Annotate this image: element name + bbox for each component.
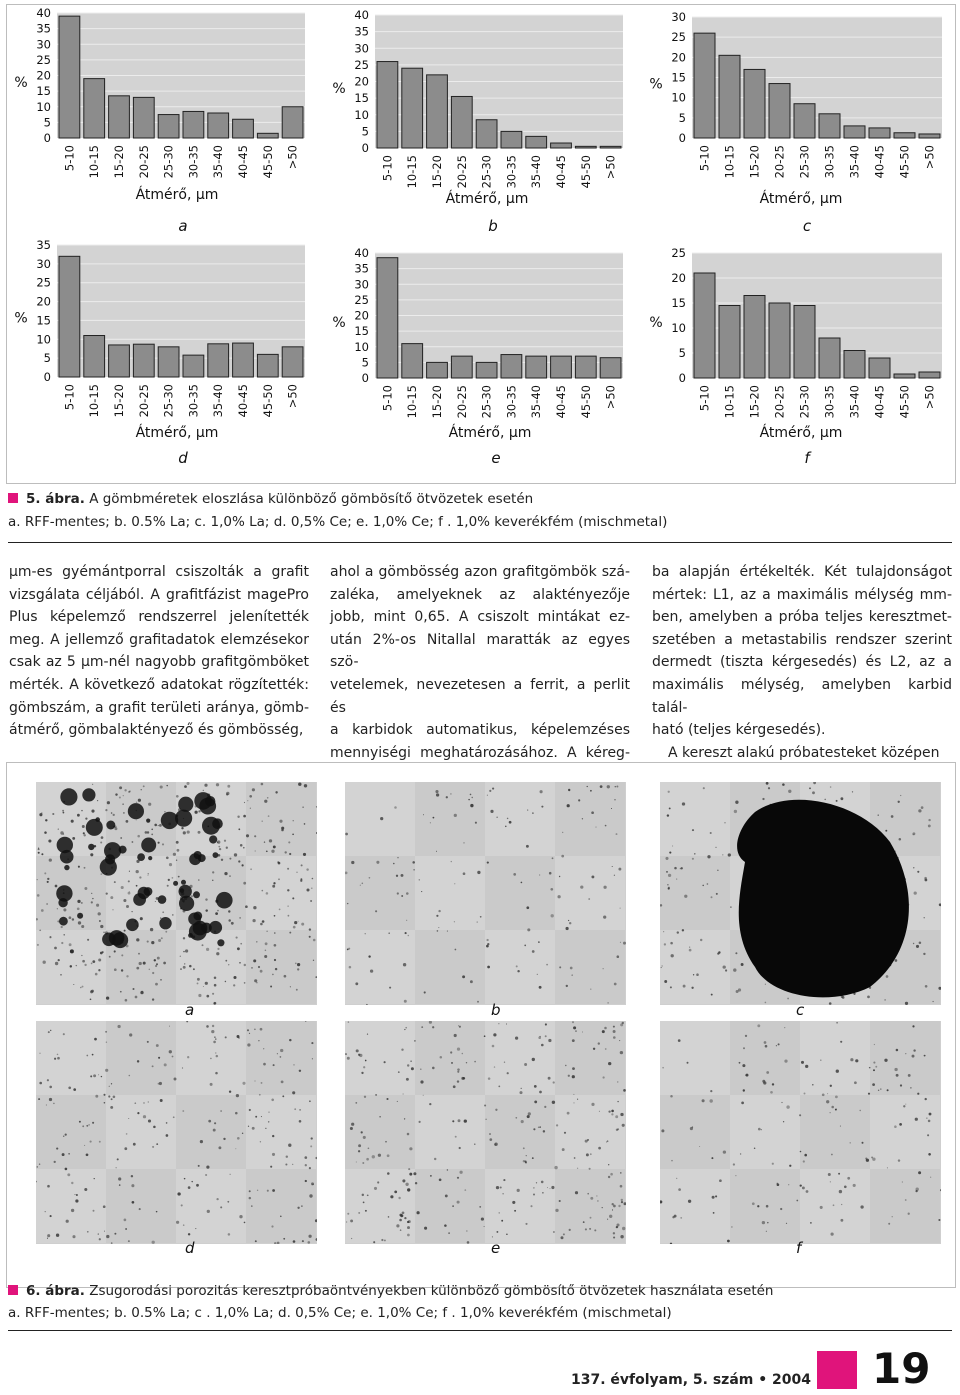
- figure-6-caption: [8, 1281, 774, 1301]
- y-tick-label: 20: [354, 74, 369, 89]
- y-tick-label: 0: [678, 131, 686, 145]
- figure-5-caption: [8, 489, 533, 509]
- x-axis-label: Átmérő, µm: [135, 425, 219, 441]
- bar-25-30: [794, 104, 815, 138]
- bar-35-40: [844, 126, 865, 138]
- bar-25-30: [794, 306, 815, 379]
- x-tick-label: 30-35: [186, 384, 201, 418]
- bar-20-25: [451, 96, 472, 148]
- histogram-d: [14, 238, 305, 467]
- x-axis-label: Átmérő, µm: [135, 187, 219, 203]
- bar-30-35: [819, 338, 840, 378]
- x-tick-label: 15-20: [430, 385, 444, 419]
- bar-10-15: [719, 55, 740, 138]
- y-tick-label: 30: [354, 277, 369, 292]
- panel-label: b: [488, 217, 498, 235]
- micrograph-label-e: e: [491, 1239, 501, 1257]
- bar-40-45: [233, 343, 254, 377]
- caption-marker: [8, 1285, 18, 1295]
- text-line: ben, amelyben a próba teljes keresztmet-: [652, 609, 952, 626]
- bar-15-20: [109, 96, 130, 138]
- micrograph-e: [345, 1021, 626, 1244]
- y-tick-label: 20: [671, 271, 686, 285]
- y-tick-label: 0: [678, 371, 686, 385]
- y-tick-label: 5: [361, 124, 369, 139]
- text-column-1: [9, 561, 309, 742]
- x-tick-label: >50: [285, 145, 300, 170]
- x-tick-label: 45-50: [260, 384, 275, 418]
- text-line: Plus képelemző rendszerrel jelenítették: [9, 609, 309, 626]
- y-tick-label: 25: [354, 292, 369, 307]
- text-line: mennyiségi meghatározásához. A kéreg-: [330, 744, 630, 761]
- x-tick-label: 25-30: [797, 385, 812, 419]
- x-tick-label: 25-30: [479, 154, 494, 189]
- x-tick-label: 45-50: [260, 145, 275, 179]
- x-tick-label: 45-50: [578, 385, 593, 419]
- y-tick-label: 10: [671, 321, 686, 335]
- bar->50: [919, 372, 940, 378]
- caption-rule: [8, 542, 952, 543]
- bar-40-45: [551, 356, 572, 378]
- bar-45-50: [894, 374, 915, 378]
- text-line: ahol a gömbösség azon grafitgömbök szá-: [330, 564, 630, 580]
- text-line: csak az 5 µm-nél nagyobb grafitgömböket: [9, 654, 309, 671]
- bar->50: [600, 358, 621, 378]
- text-line: meg. A jellemző grafitadatok elemzésekor: [9, 631, 309, 648]
- bar-10-15: [402, 68, 423, 148]
- bar-40-45: [869, 358, 890, 378]
- y-tick-label: 0: [43, 131, 51, 145]
- y-tick-label: 35: [354, 24, 369, 39]
- x-tick-label: >50: [603, 385, 618, 410]
- text-line: dermedt (tiszta kérgesedés) és L2, az a: [652, 654, 952, 671]
- bar-30-35: [501, 131, 522, 148]
- text-line: µm-es gyémántporral csiszolták a grafit: [9, 564, 309, 580]
- y-axis-label: %: [649, 76, 663, 93]
- bar-30-35: [183, 111, 204, 138]
- text-line: ható (teljes kérgesedés).: [652, 722, 826, 739]
- x-tick-label: 35-40: [211, 145, 226, 179]
- y-tick-label: 15: [36, 313, 51, 328]
- y-tick-label: 35: [36, 238, 51, 252]
- x-tick-label: >50: [922, 145, 937, 170]
- text-line: jobb, mint 0,65. A csiszolt mintákat ez-: [330, 609, 630, 626]
- bar-5-10: [694, 33, 715, 138]
- y-tick-label: 25: [671, 30, 686, 45]
- bar-30-35: [501, 355, 522, 378]
- panel-label: f: [804, 449, 810, 467]
- y-tick-label: 35: [36, 21, 51, 36]
- x-tick-label: 10-15: [722, 385, 737, 419]
- x-tick-label: 35-40: [847, 385, 862, 419]
- x-tick-label: 25-30: [797, 145, 812, 179]
- y-tick-label: 10: [671, 90, 686, 105]
- bar-15-20: [744, 69, 765, 138]
- figure-6-caption-text: Zsugorodási porozitás keresztpróbaöntvényekben különböző gömbösítő ötvözetek használata esetén: [84, 1283, 774, 1299]
- y-tick-label: 15: [671, 70, 686, 85]
- micrograph-label-b: b: [491, 1001, 501, 1019]
- y-tick-label: 5: [678, 346, 686, 360]
- footer-accent-block: [817, 1351, 857, 1389]
- y-tick-label: 15: [36, 84, 51, 99]
- x-tick-label: 5-10: [380, 155, 395, 182]
- text-line: zaléka, amelyeknek az alaktényezője: [330, 586, 630, 603]
- x-tick-label: 25-30: [479, 384, 494, 419]
- bar-25-30: [158, 347, 179, 377]
- x-tick-label: 35-40: [529, 385, 544, 419]
- x-tick-label: 10-15: [405, 385, 420, 419]
- x-tick-label: 5-10: [697, 385, 712, 412]
- x-tick-label: 20-25: [772, 385, 787, 419]
- x-tick-label: 20-25: [454, 385, 469, 419]
- x-tick-label: 15-20: [112, 384, 126, 418]
- x-axis-label: Átmérő, µm: [759, 425, 843, 441]
- text-line: gömbszám, a grafit területi aránya, gömb-: [9, 699, 309, 716]
- x-tick-label: 5-10: [62, 145, 77, 172]
- figure-5-caption-legend: a. RFF-mentes; b. 0.5% La; c. 1,0% La; d. 0,5% Ce; e. 1,0% Ce; f . 1,0% keverékfém (mischmetal): [8, 514, 668, 530]
- x-tick-label: 40-45: [554, 155, 568, 189]
- bar-25-30: [476, 120, 497, 148]
- text-line: vizsgálata céljából. A grafitfázist magePro: [9, 586, 309, 603]
- x-tick-label: 30-35: [186, 145, 201, 179]
- x-tick-label: 10-15: [87, 384, 102, 418]
- bar->50: [600, 146, 621, 148]
- micrograph-label-f: f: [796, 1239, 802, 1257]
- y-tick-label: 0: [361, 371, 369, 385]
- bar-20-25: [133, 344, 154, 377]
- x-tick-label: 35-40: [847, 145, 862, 179]
- x-tick-label: 15-20: [430, 155, 444, 189]
- bar-20-25: [769, 84, 790, 138]
- histogram-grid: [7, 5, 955, 483]
- bar-5-10: [59, 256, 80, 377]
- bar-35-40: [526, 136, 547, 148]
- y-tick-label: 10: [354, 339, 369, 354]
- y-axis-label: %: [14, 310, 28, 327]
- histogram-c: [649, 10, 942, 235]
- x-tick-label: 40-45: [236, 384, 250, 418]
- x-tick-label: 30-35: [822, 145, 837, 179]
- x-tick-label: 25-30: [161, 384, 176, 418]
- panel-label: e: [491, 449, 501, 467]
- figure-5-histograms: [6, 4, 956, 484]
- caption-marker: [8, 493, 18, 503]
- bar-45-50: [894, 133, 915, 138]
- bar-25-30: [476, 362, 497, 378]
- y-axis-label: %: [14, 74, 28, 91]
- histogram-f: [649, 246, 942, 467]
- y-tick-label: 40: [354, 246, 369, 260]
- panel-label: a: [178, 217, 188, 235]
- footer-issue: 137. évfolyam, 5. szám • 2004: [571, 1372, 812, 1388]
- x-axis-label: Átmérő, µm: [448, 425, 532, 441]
- x-axis-label: Átmérő, µm: [759, 191, 843, 207]
- y-tick-label: 15: [354, 91, 369, 106]
- x-tick-label: 25-30: [161, 145, 176, 179]
- y-tick-label: 25: [671, 246, 686, 260]
- text-line: szetében a metastabilis rendszer szerint: [652, 631, 952, 648]
- bar-35-40: [208, 113, 229, 138]
- figure-5-caption-text: A gömbméretek eloszlása különböző gömbösítő ötvözetek esetén: [84, 491, 534, 507]
- x-tick-label: 20-25: [772, 145, 787, 179]
- bar->50: [282, 347, 303, 377]
- bar-5-10: [377, 62, 398, 148]
- x-tick-label: 30-35: [822, 385, 837, 419]
- x-tick-label: 45-50: [897, 385, 912, 419]
- bar-15-20: [109, 345, 130, 377]
- y-tick-label: 35: [354, 261, 369, 276]
- bar-5-10: [59, 16, 80, 138]
- x-tick-label: 40-45: [554, 385, 568, 419]
- y-tick-label: 20: [36, 68, 51, 83]
- text-line: után 2%-os Nitallal maratták az egyes szö-: [330, 631, 630, 671]
- text-column-2: [330, 561, 630, 787]
- caption-rule: [8, 1330, 952, 1331]
- bar->50: [919, 134, 940, 138]
- bar-45-50: [575, 356, 596, 378]
- y-tick-label: 10: [36, 99, 51, 114]
- bar-10-15: [84, 336, 105, 377]
- bar-20-25: [769, 303, 790, 378]
- x-tick-label: 10-15: [87, 145, 102, 179]
- x-tick-label: >50: [922, 385, 937, 410]
- text-line: vetelemek, nevezetesen a ferrit, a perlit és: [330, 676, 630, 716]
- histogram-b: [332, 8, 623, 235]
- x-tick-label: 40-45: [236, 145, 250, 179]
- micrograph-f: [660, 1021, 941, 1244]
- micrograph-b: [345, 782, 626, 1005]
- bar-30-35: [819, 114, 840, 138]
- bar-40-45: [869, 128, 890, 138]
- text-line: átmérő, gömbalaktényező és gömbösség,: [9, 722, 304, 739]
- x-tick-label: 5-10: [697, 145, 712, 172]
- bar-5-10: [694, 273, 715, 378]
- micrograph-label-c: c: [796, 1001, 805, 1019]
- x-tick-label: 20-25: [136, 384, 151, 418]
- y-tick-label: 20: [36, 294, 51, 309]
- y-tick-label: 5: [678, 110, 686, 125]
- y-tick-label: 40: [36, 6, 51, 20]
- bar-20-25: [133, 97, 154, 138]
- y-tick-label: 10: [354, 107, 369, 122]
- x-tick-label: 30-35: [504, 385, 519, 419]
- text-column-3: [652, 561, 952, 764]
- x-tick-label: 30-35: [504, 155, 519, 189]
- y-tick-label: 15: [354, 324, 369, 339]
- y-tick-label: 40: [354, 8, 369, 22]
- y-tick-label: 0: [43, 370, 51, 384]
- text-line: ba alapján értékelték. Két tulajdonságot: [652, 564, 952, 580]
- bar-15-20: [427, 75, 448, 148]
- panel-label: c: [802, 217, 812, 235]
- bar-35-40: [526, 356, 547, 378]
- micrograph-c: [660, 782, 941, 1005]
- figure-6-micrographs: [6, 762, 956, 1288]
- bar-20-25: [451, 356, 472, 378]
- y-tick-label: 30: [354, 41, 369, 56]
- y-tick-label: 10: [36, 332, 51, 347]
- x-tick-label: 35-40: [211, 384, 226, 418]
- micrograph-d: [36, 1021, 317, 1244]
- text-line: a karbidok automatikus, képelemzéses: [330, 722, 630, 739]
- y-axis-label: %: [332, 314, 346, 331]
- x-tick-label: >50: [285, 384, 300, 409]
- text-line: mérték. A következő adatokat rögzítették:: [9, 676, 309, 693]
- y-tick-label: 5: [43, 115, 51, 130]
- y-tick-label: 25: [354, 57, 369, 72]
- text-line: maximális mélység, amelyben karbid talál-: [652, 676, 952, 716]
- bar-10-15: [719, 306, 740, 379]
- x-tick-label: 20-25: [454, 155, 469, 189]
- x-tick-label: 10-15: [722, 145, 737, 179]
- x-tick-label: 15-20: [747, 385, 762, 419]
- x-tick-label: 45-50: [578, 155, 593, 189]
- micrograph-label-d: d: [185, 1239, 195, 1257]
- x-tick-label: 20-25: [136, 145, 151, 179]
- bar-35-40: [208, 344, 229, 377]
- panel-label: d: [178, 449, 188, 467]
- x-tick-label: 10-15: [405, 155, 420, 189]
- bar->50: [282, 107, 303, 138]
- y-tick-label: 25: [36, 275, 51, 290]
- page-number: 19: [872, 1344, 931, 1393]
- y-tick-label: 0: [361, 141, 369, 155]
- y-tick-label: 25: [36, 52, 51, 67]
- bar-45-50: [257, 133, 278, 138]
- x-tick-label: 40-45: [872, 385, 887, 419]
- y-tick-label: 5: [43, 351, 51, 366]
- x-axis-label: Átmérő, µm: [445, 191, 529, 207]
- y-tick-label: 5: [361, 355, 369, 370]
- histogram-e: [332, 246, 623, 467]
- bar-5-10: [377, 258, 398, 378]
- y-tick-label: 30: [36, 37, 51, 52]
- x-tick-label: 35-40: [529, 155, 544, 189]
- x-tick-label: 5-10: [380, 385, 395, 412]
- micrograph-a: [36, 782, 317, 1005]
- y-tick-label: 15: [671, 296, 686, 310]
- micrograph-label-a: a: [185, 1001, 195, 1019]
- bar-45-50: [257, 354, 278, 377]
- bar-10-15: [84, 79, 105, 138]
- y-tick-label: 20: [671, 50, 686, 65]
- bar-30-35: [183, 355, 204, 377]
- text-line: mértek: L1, az a maximális mélység mm-: [652, 586, 952, 603]
- bar-10-15: [402, 344, 423, 378]
- figure-5-caption-label: 5. ábra.: [26, 491, 85, 507]
- figure-6-caption-legend: a. RFF-mentes; b. 0.5% La; c . 1,0% La; d. 0,5% Ce; e. 1,0% Ce; f . 1,0% keverékfém (mischmetal): [8, 1305, 672, 1321]
- y-axis-label: %: [332, 81, 346, 98]
- x-tick-label: >50: [603, 155, 618, 180]
- x-tick-label: 15-20: [112, 145, 126, 179]
- y-tick-label: 20: [354, 308, 369, 323]
- text-line: A kereszt alakú próbatesteket középen: [668, 744, 940, 761]
- y-axis-label: %: [649, 314, 663, 331]
- bar-25-30: [158, 115, 179, 138]
- bar-15-20: [744, 296, 765, 379]
- bar-40-45: [233, 119, 254, 138]
- figure-6-caption-label: 6. ábra.: [26, 1283, 85, 1299]
- bar-35-40: [844, 351, 865, 379]
- bar-40-45: [551, 143, 572, 148]
- x-tick-label: 5-10: [62, 384, 77, 411]
- x-tick-label: 40-45: [872, 145, 887, 179]
- bar-45-50: [575, 146, 596, 148]
- histogram-a: [14, 6, 305, 235]
- x-tick-label: 15-20: [747, 145, 762, 179]
- y-tick-label: 30: [671, 10, 686, 24]
- y-tick-label: 30: [36, 256, 51, 271]
- bar-15-20: [427, 362, 448, 378]
- x-tick-label: 45-50: [897, 145, 912, 179]
